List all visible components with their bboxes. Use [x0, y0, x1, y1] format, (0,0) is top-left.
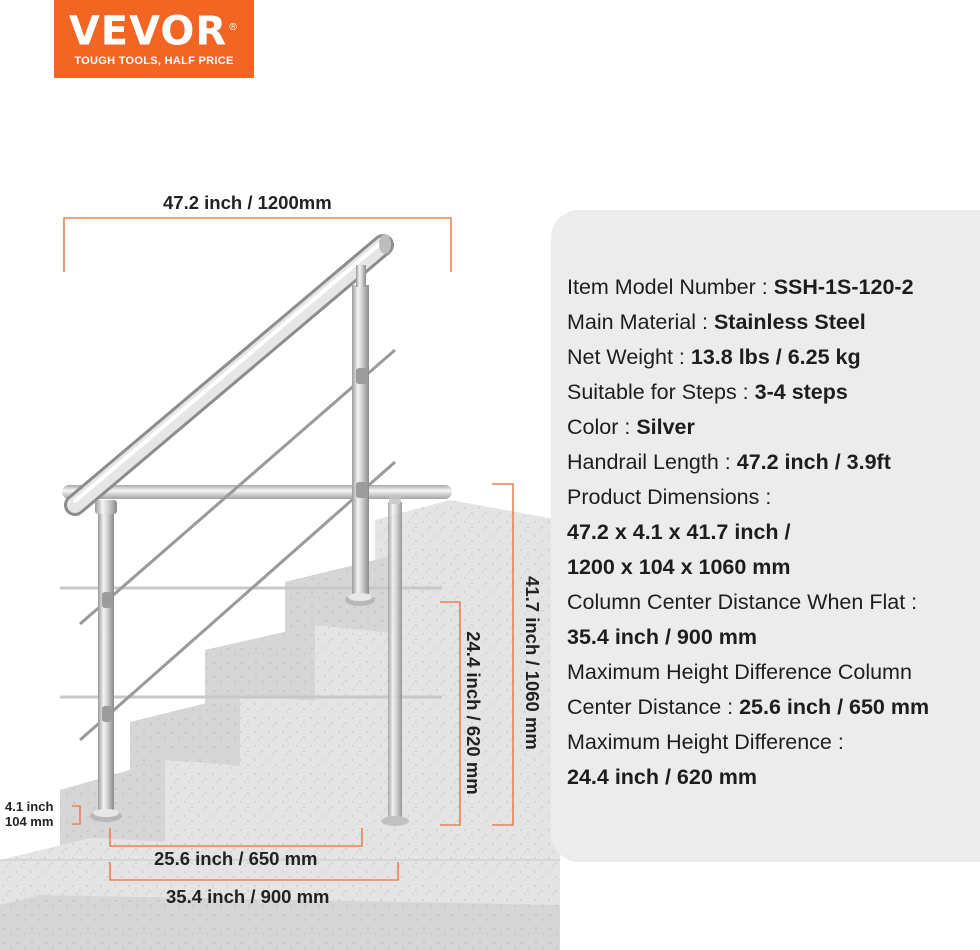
spec-line: Main Material : Stainless Steel: [567, 310, 866, 334]
spec-line: Product Dimensions :: [567, 485, 772, 509]
spec-list: [567, 270, 929, 795]
dim-base-width-inch: 4.1 inch: [5, 799, 54, 814]
vevor-logo: [54, 0, 254, 78]
spec-line: Color : Silver: [567, 415, 695, 439]
spec-line: 1200 x 104 x 1060 mm: [567, 555, 791, 579]
spec-line: Suitable for Steps : 3-4 steps: [567, 380, 848, 404]
dim-base-width-mm: 104 mm: [5, 814, 54, 829]
spec-line: Column Center Distance When Flat :: [567, 590, 918, 614]
logo-tagline: TOUGH TOOLS, HALF PRICE: [74, 55, 234, 68]
spec-line: Net Weight : 13.8 lbs / 6.25 kg: [567, 345, 861, 369]
spec-line: Item Model Number : SSH-1S-120-2: [567, 275, 914, 299]
logo-brand: VEVOR®: [68, 8, 240, 55]
right-post: [345, 265, 375, 606]
dim-column-distance-step: 25.6 inch / 650 mm: [154, 848, 318, 869]
dim-total-height: 41.7 inch / 1060 mm: [522, 576, 543, 750]
dim-height-difference: 24.4 inch / 620 mm: [463, 631, 484, 795]
handrail-stairs-illustration: [0, 180, 560, 950]
dim-column-distance-flat: 35.4 inch / 900 mm: [166, 886, 330, 907]
spec-line: 24.4 inch / 620 mm: [567, 765, 758, 789]
dim-top-width: 47.2 inch / 1200mm: [163, 192, 332, 213]
spec-line: 47.2 x 4.1 x 41.7 inch /: [567, 520, 791, 544]
spec-line: Handrail Length : 47.2 inch / 3.9ft: [567, 450, 891, 474]
spec-line: 35.4 inch / 900 mm: [567, 625, 758, 649]
sloped-handrail: [75, 234, 391, 505]
spec-line: Maximum Height Difference Column: [567, 660, 912, 684]
spec-line: Center Distance : 25.6 inch / 650 mm: [567, 695, 930, 719]
spec-line: Maximum Height Difference :: [567, 730, 844, 754]
